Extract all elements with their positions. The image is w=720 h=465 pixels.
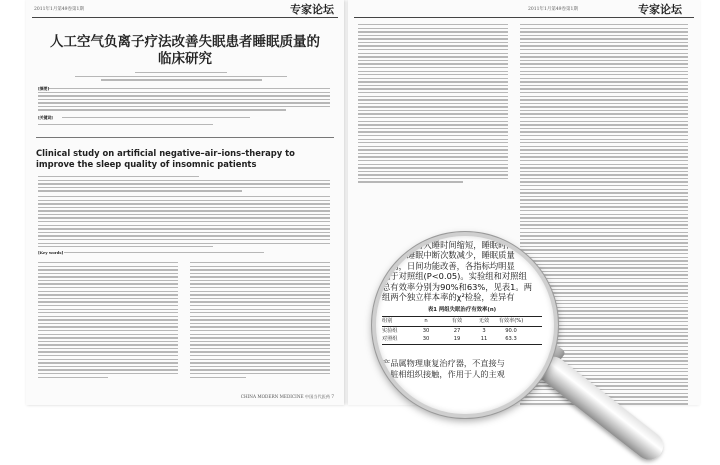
document-page-left — [26, 0, 344, 405]
body-column-left — [358, 24, 508, 185]
table-header-row — [382, 318, 542, 326]
abstract-body — [38, 88, 330, 113]
magnified-text — [382, 240, 554, 302]
table-cell: 3 — [482, 328, 486, 334]
magnified-line: 心脏相组织接触，作用于人的主观 — [382, 369, 505, 379]
table-rule-top — [382, 316, 542, 317]
page-header-issue: 2011年1月第49卷第1期 — [528, 7, 578, 12]
page-header-section: 专家论坛 — [290, 3, 334, 16]
table-caption: 表1 两组失眠治疗有效率(n) — [427, 307, 497, 313]
article-title-english: Clinical study on artificial negative–air–ions–therapy to improve the sleep quality of insomnic patients — [36, 148, 295, 169]
table-row — [382, 336, 542, 344]
table-cell: 63.3 — [505, 335, 517, 342]
table-cell: 对照组 — [382, 335, 398, 342]
magnified-tail — [382, 358, 554, 380]
table-cell: 27 — [453, 328, 461, 334]
magnified-line: 总有效率分别为90%和63%，见表1。两 — [382, 281, 533, 292]
author-block — [66, 72, 296, 83]
results-table — [382, 307, 542, 346]
english-authors-affiliation — [38, 176, 330, 194]
table-rule-mid — [382, 326, 542, 327]
magnified-line: 优于对照组(P<0.05)。实验组和对照组 — [382, 271, 527, 282]
body-column-right — [190, 262, 330, 380]
table-cell: 实验组 — [382, 328, 398, 334]
abstract-label: [摘要] — [38, 86, 50, 91]
table-header-cell: 无效 — [478, 317, 490, 324]
table-cell: 90.0 — [505, 328, 517, 334]
table-rule-bottom — [382, 344, 542, 345]
table-header-cell: 组别 — [382, 317, 393, 324]
magnified-line: 产品属物理康复治疗器，不直接与 — [382, 358, 505, 368]
english-keywords-label: [Key words] — [38, 250, 64, 255]
article-title-chinese: 人工空气负离子疗法改善失眠患者睡眠质量的临床研究 — [50, 34, 320, 67]
english-abstract — [38, 196, 330, 250]
magnified-line: 组两个独立样本率的χ²检验，差异有 — [382, 292, 515, 303]
table-cell: 30 — [422, 328, 430, 334]
keywords-text — [62, 117, 330, 121]
magnifier-lens — [372, 232, 558, 418]
table-header-cell: 有效率(%) — [498, 317, 524, 324]
english-keywords-text — [64, 252, 330, 256]
table-header-cell: n — [424, 317, 428, 324]
table-row — [382, 328, 542, 336]
magnified-line: 提高，日间功能改善，各指标均明显 — [382, 260, 515, 271]
header-rule — [32, 17, 338, 18]
table-cell: 19 — [453, 335, 461, 342]
table-cell: 30 — [422, 335, 430, 342]
keywords-label: [关键词] — [38, 115, 53, 120]
page-footer: CHINA MODERN MEDICINE 中国当代医药 7 — [240, 394, 334, 399]
table-cell: 11 — [480, 335, 488, 342]
magnified-line: 实验组患者入睡时间缩短，睡眠时间 — [382, 240, 515, 250]
page-header-issue: 2011年1月第49卷第1期 — [34, 7, 84, 12]
abstract-divider — [36, 137, 334, 138]
magnified-line: 延长，睡眠中断次数减少，睡眠质量 — [382, 250, 515, 261]
table-header-cell: 有效 — [451, 317, 463, 324]
classification-line — [38, 124, 330, 128]
page-header-section: 专家论坛 — [638, 3, 682, 16]
header-rule — [354, 17, 694, 18]
body-column-left — [38, 262, 178, 380]
